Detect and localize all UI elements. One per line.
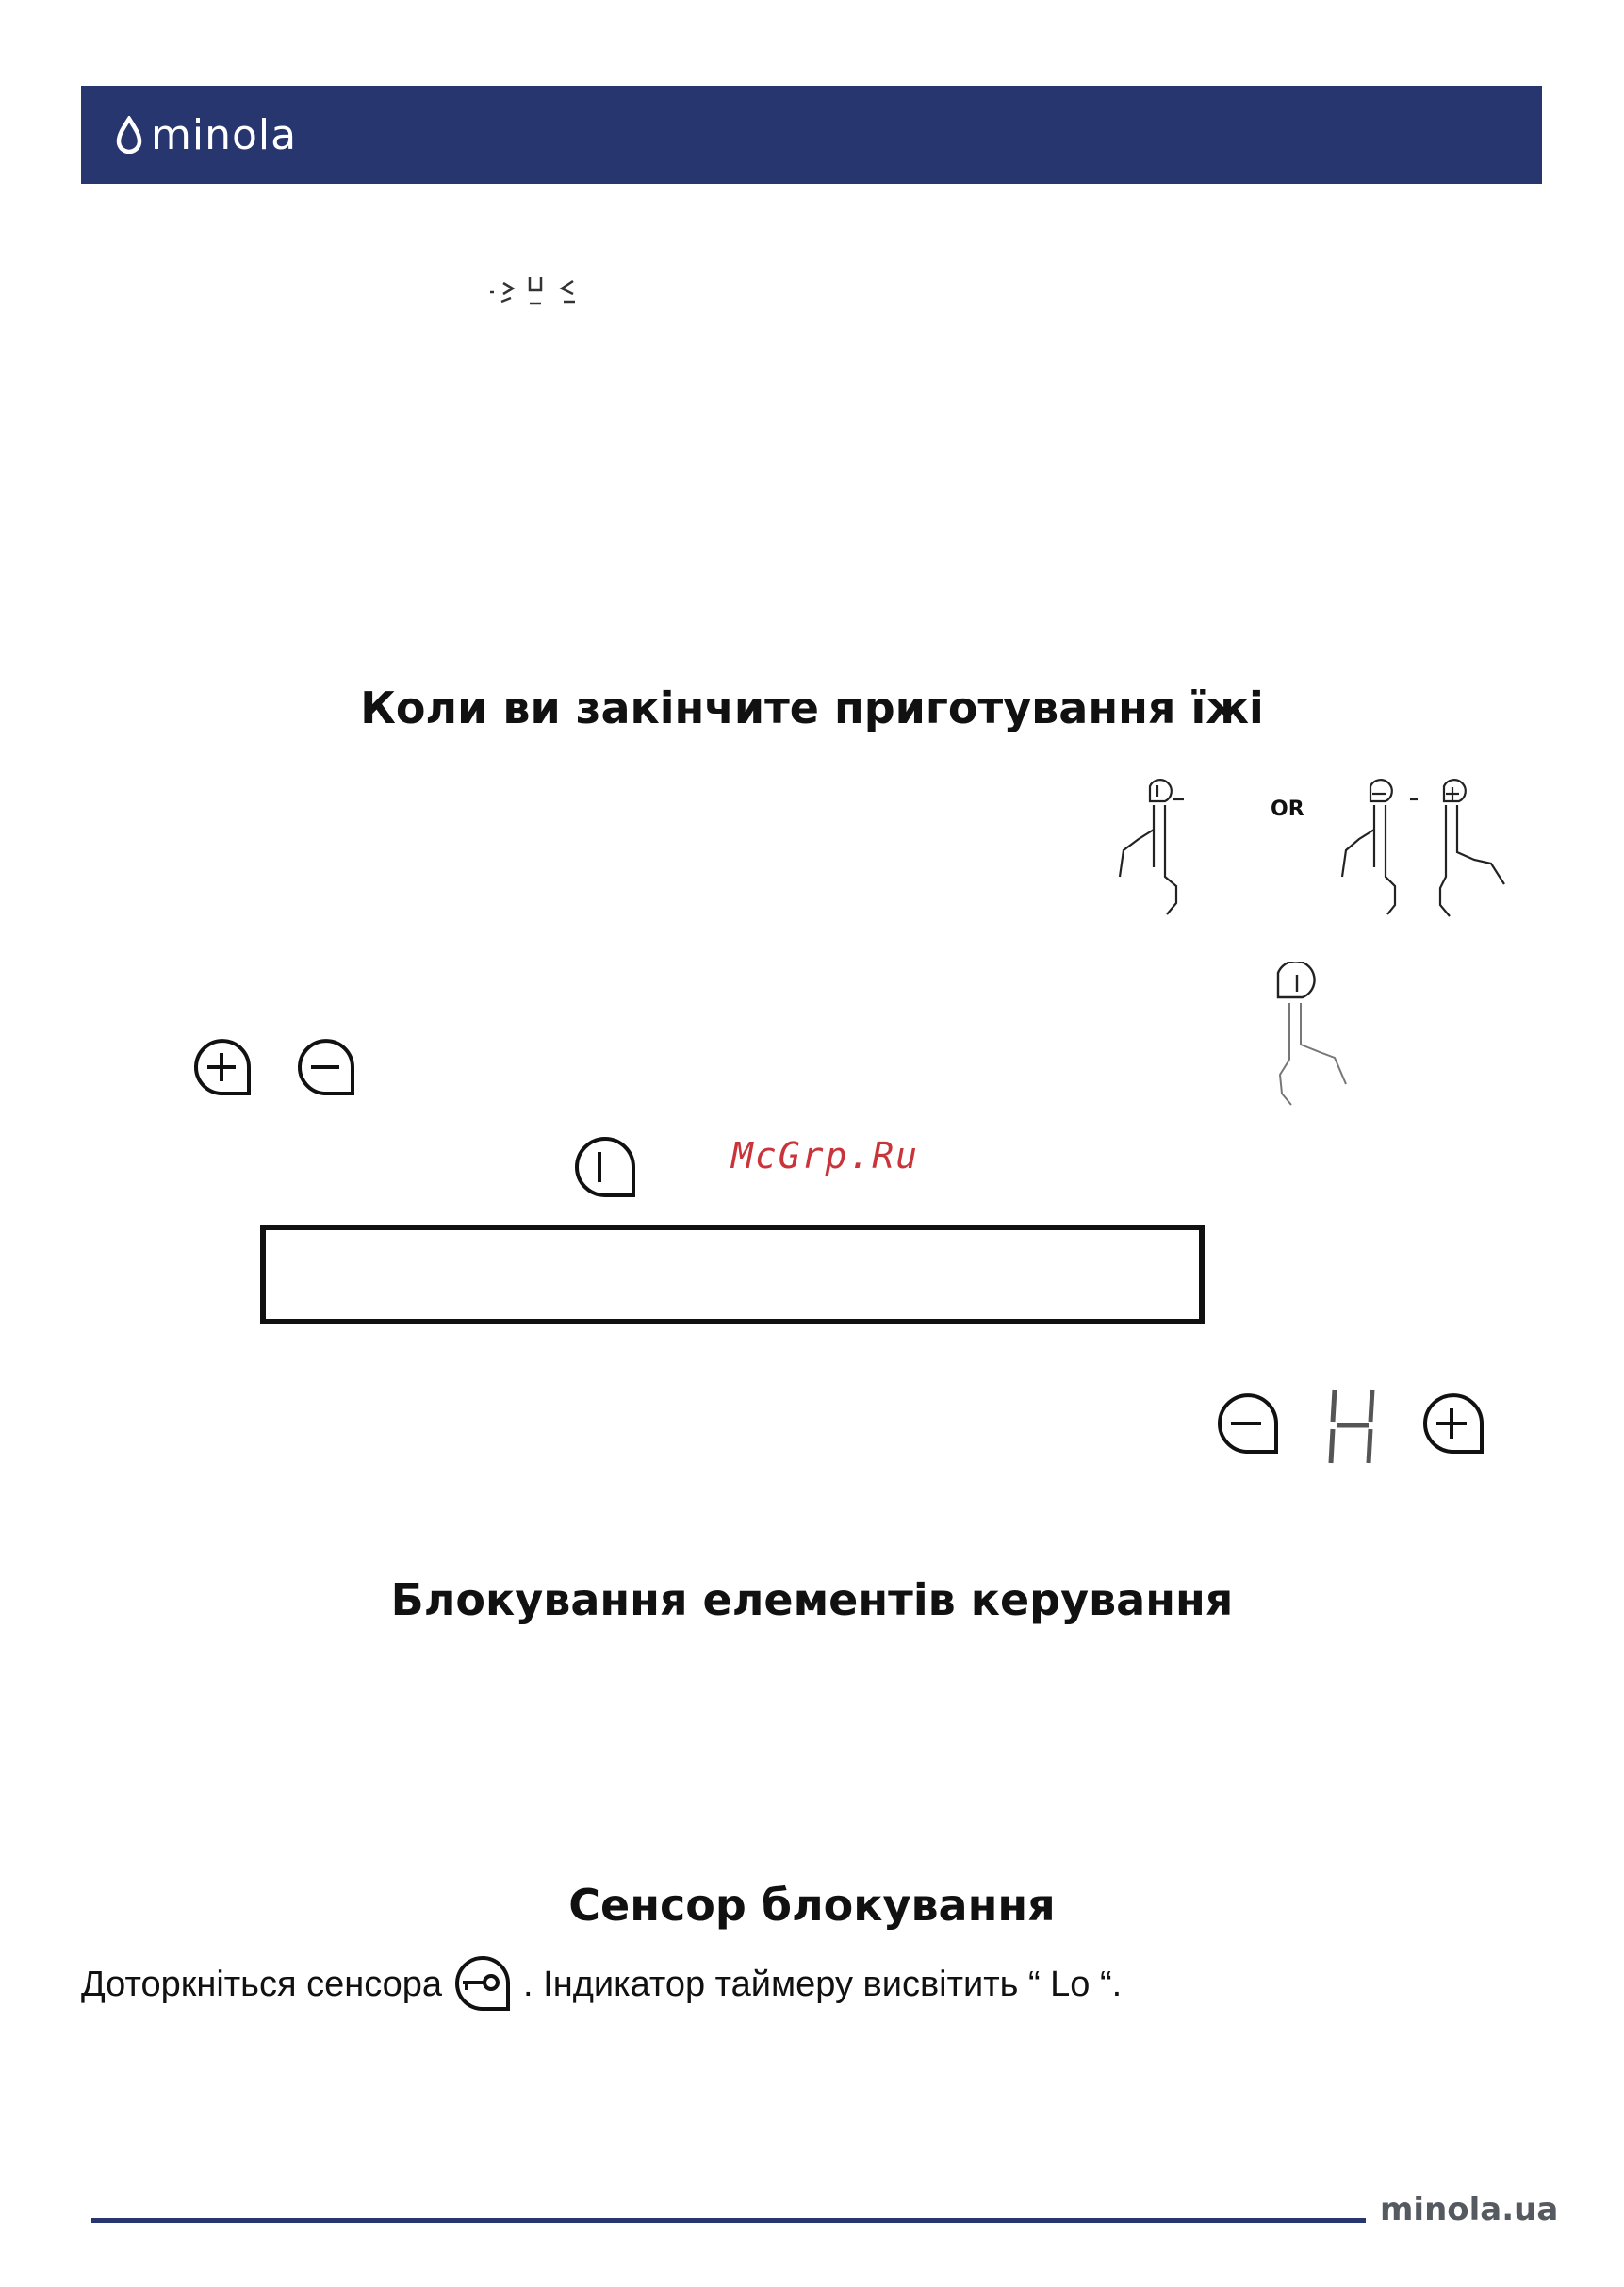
hand-press-power-icon bbox=[1112, 773, 1225, 924]
cooking-end-heading: Коли ви закінчите приготування їжі bbox=[360, 683, 1264, 733]
display-h-glyph bbox=[1325, 1386, 1382, 1467]
controls-lock-heading: Блокування елементів керування bbox=[390, 1574, 1234, 1625]
brand-logo bbox=[115, 107, 297, 163]
or-label: OR bbox=[1271, 798, 1304, 821]
plus-key-icon bbox=[189, 1037, 256, 1099]
header-bar bbox=[81, 86, 1542, 184]
sentence-part-1: Доторкніться сенсора bbox=[81, 1964, 443, 2004]
watermark: McGrp.Ru bbox=[731, 1135, 920, 1176]
footer-line bbox=[91, 2218, 1366, 2223]
brand-name: minola bbox=[151, 110, 298, 159]
flame-blink-icon bbox=[488, 273, 579, 311]
sentence-part-2: . Індикатор таймеру висвітить “ Lo “. bbox=[523, 1964, 1123, 2004]
lock-sensor-sentence bbox=[81, 1951, 1122, 2017]
lock-key-icon bbox=[451, 1954, 514, 2015]
drop-logo-icon bbox=[115, 116, 143, 154]
power-key-icon bbox=[571, 1135, 639, 1201]
footer-url: minola.ua bbox=[1380, 2191, 1559, 2229]
hand-press-power-icon-2 bbox=[1267, 962, 1380, 1122]
minus-key-icon bbox=[292, 1037, 360, 1099]
lock-sensor-heading: Сенсор блокування bbox=[568, 1880, 1056, 1931]
warning-box bbox=[260, 1225, 1205, 1324]
plus-key-icon-2 bbox=[1418, 1391, 1489, 1457]
minus-key-icon-2 bbox=[1212, 1391, 1284, 1457]
hand-press-minus-plus-icon bbox=[1303, 773, 1538, 924]
